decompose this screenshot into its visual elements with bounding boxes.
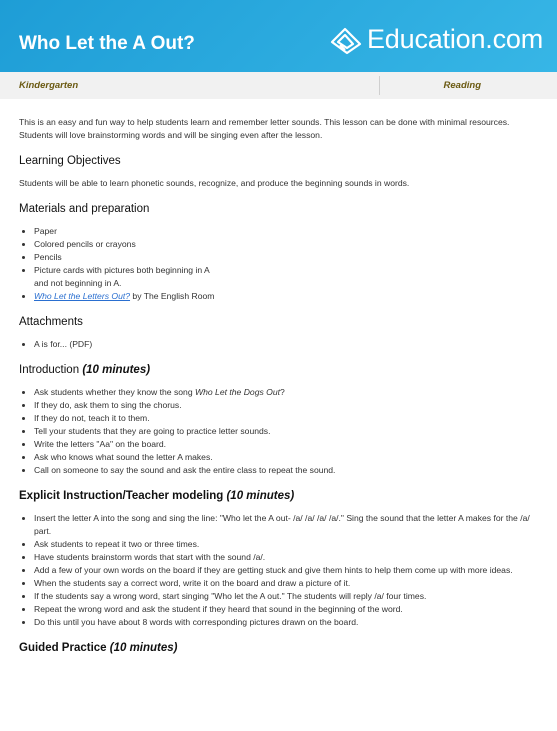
explicit-title: Explicit Instruction/Teacher modeling (19, 490, 224, 502)
education-logo[interactable] (328, 24, 543, 55)
list-item: • Add a few of your own words on the board if they are getting stuck and give them hints to help them come up with more ideas. (34, 564, 539, 577)
page-title: Who Let the A Out? (19, 33, 195, 54)
list-item (34, 386, 539, 399)
list-item: • Tell your students that they are going to practice letter sounds. (34, 425, 539, 438)
explicit-duration: (10 minutes) (226, 490, 295, 502)
page-header (0, 0, 557, 72)
guided-duration: (10 minutes) (109, 642, 178, 654)
grade-label: Kindergarten (19, 80, 79, 91)
section-heading-introduction (19, 364, 539, 377)
song-link-suffix: by The English Room (130, 291, 215, 301)
list-item: • Call on someone to say the sound and ask the entire class to repeat the sound. (34, 464, 539, 477)
section-heading-objectives: Learning Objectives (19, 155, 121, 167)
materials-item4-line1: Picture cards with pictures both beginning in A (34, 265, 210, 275)
list-item: • If they do not, teach it to them. (34, 412, 539, 425)
section-heading-materials: Materials and preparation (19, 203, 150, 215)
list-item: • Pencils (34, 251, 539, 264)
materials-list (19, 225, 539, 303)
list-item: • Do this until you have about 8 words with corresponding pictures drawn on the board. (34, 616, 539, 629)
intro-paragraph: This is an easy and fun way to help students learn and remember letter sounds. This lesson can be done with minimal resources. Students will love brainstorming words and will be singing even after the lesson. (19, 117, 510, 140)
introduction-title: Introduction (19, 364, 80, 376)
education-logo-icon (328, 25, 364, 55)
subject-label: Reading (443, 80, 481, 91)
section-heading-explicit (19, 490, 539, 503)
list-item: • Write the letters "Aa" on the board. (34, 438, 539, 451)
introduction-list (19, 386, 539, 477)
section-heading-attachments: Attachments (19, 316, 83, 328)
list-item: • When the students say a correct word, write it on the board and draw a picture of it. (34, 577, 539, 590)
objectives-text: Students will be able to learn phonetic sounds, recognize, and produce the beginning sounds in words. (19, 178, 410, 188)
list-item: • Ask who knows what sound the letter A makes. (34, 451, 539, 464)
lesson-content (19, 116, 539, 655)
list-item: • If they do, ask them to sing the chorus. (34, 399, 539, 412)
list-item: • Have students brainstorm words that start with the sound /a/. (34, 551, 539, 564)
attachment-item[interactable]: • A is for... (PDF) (34, 338, 539, 351)
intro-item1-post: ? (280, 387, 285, 397)
song-link[interactable]: Who Let the Letters Out? (34, 291, 131, 301)
intro-item1-pre: Ask students whether they know the song (34, 387, 195, 397)
meta-divider (379, 76, 380, 95)
list-item: • Insert the letter A into the song and sing the line: "Who let the A out- /a/ /a/ /a/ /a/." Sing the sound that the letter A makes for the /a/ part. (34, 512, 539, 538)
list-item: • If the students say a wrong word, start singing "Who let the A out." The students will reply /a/ four times. (34, 590, 539, 603)
introduction-duration: (10 minutes) (82, 364, 151, 376)
attachments-list (19, 338, 539, 351)
song-title: Who Let the Dogs Out (195, 387, 281, 397)
materials-item4-line2: and not beginning in A. (34, 278, 122, 288)
list-item (34, 264, 539, 290)
list-item: • Ask students to repeat it two or three times. (34, 538, 539, 551)
list-item: • Repeat the wrong word and ask the student if they heard that sound in the beginning of the word. (34, 603, 539, 616)
list-item: • Colored pencils or crayons (34, 238, 539, 251)
list-item (34, 290, 539, 303)
list-item: • Paper (34, 225, 539, 238)
section-heading-guided (19, 642, 539, 655)
brand-name: Education.com (367, 24, 543, 54)
explicit-list (19, 512, 539, 629)
guided-title: Guided Practice (19, 642, 107, 654)
lesson-meta-bar (0, 72, 557, 99)
